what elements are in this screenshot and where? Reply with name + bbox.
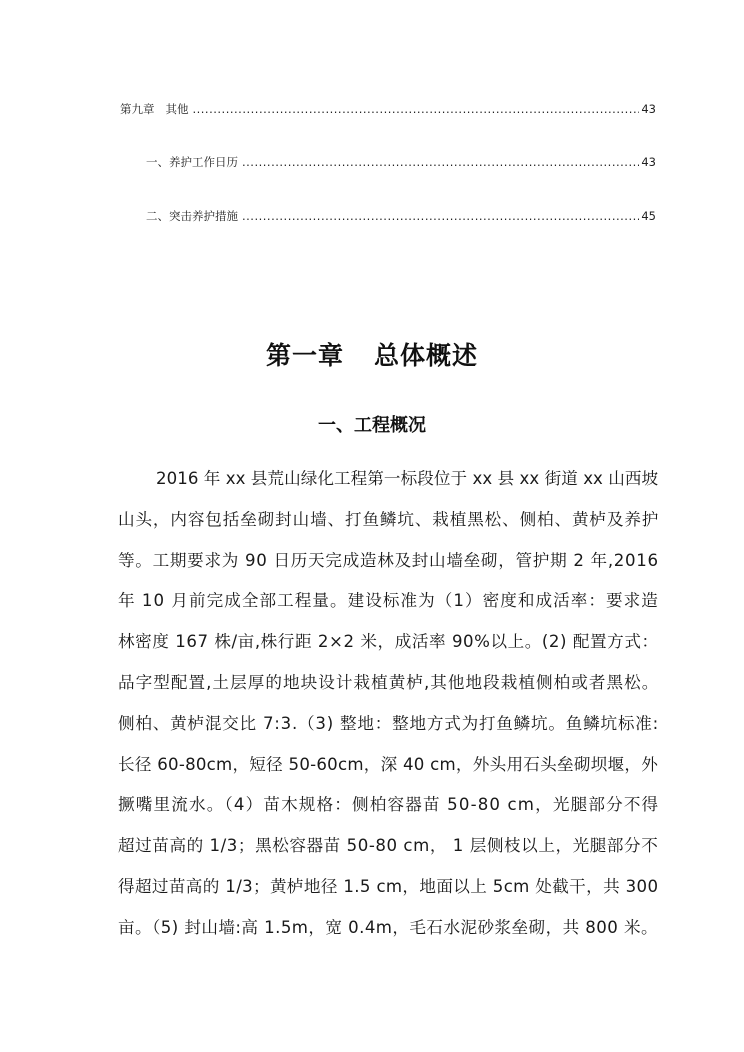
paragraph-line: 亩。（5) 封山墙:高 1.5m，宽 0.4m，毛石水泥砂浆垒砌，共 800 米。 [118,917,658,937]
toc-entry-chapter-9[interactable] [120,100,656,118]
paragraph-line: 长径 60-80cm，短径 50-60cm，深 40 cm，外头用石头垒砌坝堰，外 [118,754,659,774]
project-overview-paragraph [118,459,658,949]
paragraph-line: 品字型配置,土层厚的地块设计栽植黄栌,其他地段栽植侧柏或者黑松。 [118,672,660,692]
toc-entry-page: 43 [641,102,656,116]
paragraph-line: 侧柏、黄栌混交比 7:3.（3) 整地：整地方式为打鱼鳞坑。鱼鳞坑标准: [118,713,659,733]
chapter-heading [0,336,744,372]
toc-entry-page: 45 [641,209,656,223]
toc-entry-maintenance-calendar[interactable] [120,153,656,171]
toc-leader-dots [192,100,639,118]
toc-leader-dots [242,153,639,171]
section-heading: 一、工程概况 [318,415,426,436]
paragraph-line: 林密度 167 株/亩,株行距 2×2 米，成活率 90%以上。(2) 配置方式： [118,632,659,652]
chapter-name: 总体概述 [374,341,479,370]
paragraph-line: 撅嘴里流水。（4）苗木规格：侧柏容器苗 50-80 cm，光腿部分不得 [118,795,660,815]
paragraph-line: 等。工期要求为 90 日历天完成造林及封山墙垒砌，管护期 2 年,2016 [118,550,659,570]
paragraph-line: 超过苗高的 1/3；黑松容器苗 50-80 cm， 1 层侧枝以上，光腿部分不 [118,836,659,856]
paragraph-line: 得超过苗高的 1/3；黄栌地径 1.5 cm，地面以上 5cm 处截干，共 300 [118,876,659,896]
toc-entry-title: 第九章 其他 [120,102,189,116]
toc-entry-emergency-maintenance[interactable] [120,207,656,225]
chapter-number: 第一章 [265,341,344,370]
toc-leader-dots [242,207,639,225]
paragraph-line: 2016 年 xx 县荒山绿化工程第一标段位于 xx 县 xx 街道 xx 山西坡 [156,469,659,488]
toc-entry-title: 二、突击养护措施 [146,209,238,223]
toc-entry-title: 一、养护工作日历 [146,155,238,169]
toc-entry-page: 43 [641,155,656,169]
paragraph-line: 山头，内容包括垒砌封山墙、打鱼鳞坑、栽植黑松、侧柏、黄栌及养护 [118,509,660,529]
paragraph-line: 年 10 月前完成全部工程量。建设标准为（1）密度和成活率：要求造 [118,591,659,611]
